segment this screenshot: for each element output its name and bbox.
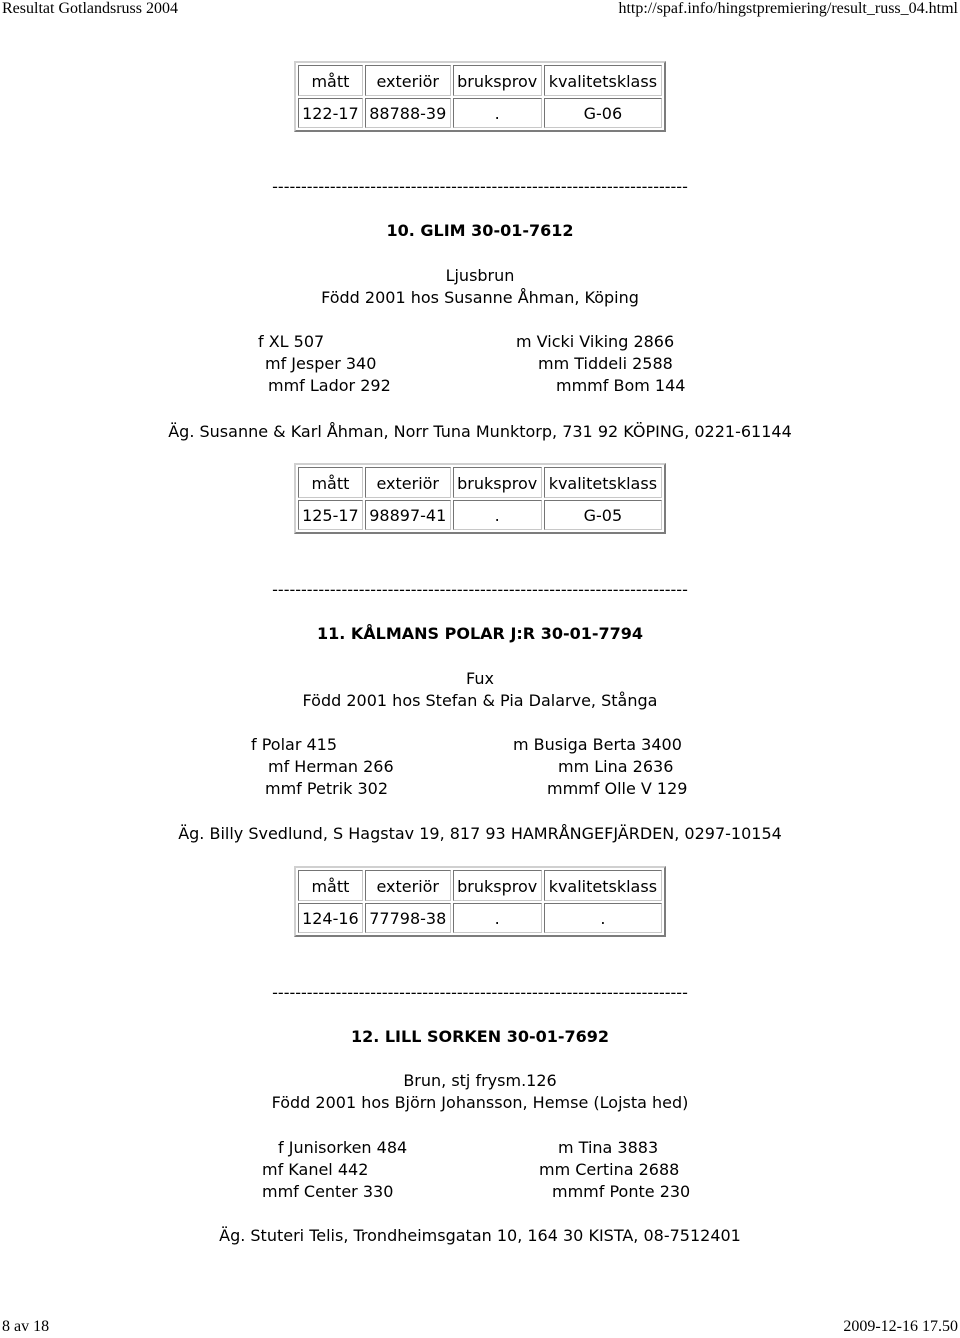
print-footer-page: 8 av 18 [2, 1318, 50, 1335]
table-header-row [298, 65, 662, 96]
entry-owner: Äg. Billy Svedlund, S Hagstav 19, 817 93 HAMRÅNGEFJÄRDEN, 0297-10154 [178, 824, 782, 843]
entry-title: 11. KÅLMANS POLAR J:R 30-01-7794 [316, 624, 644, 643]
pedigree-mm: mm Lina 2636 [558, 757, 674, 776]
cell-bruksprov: . [453, 98, 542, 128]
table-row [298, 903, 662, 933]
pedigree-mmf: mmf Lador 292 [268, 376, 391, 395]
separator-line: ------------------------------------------------------------------------ [272, 983, 688, 1002]
print-header-title: Resultat Gotlandsruss 2004 [2, 0, 178, 17]
cell-exterior: 77798-38 [365, 903, 451, 933]
col-kvalitetsklass: kvalitetsklass [544, 870, 662, 901]
cell-matt: 122-17 [298, 98, 363, 128]
print-header-url: http://spaf.info/hingstpremiering/result_russ_04.html [618, 0, 958, 17]
col-kvalitetsklass: kvalitetsklass [544, 65, 662, 96]
cell-kvalitetsklass: G-05 [544, 500, 662, 530]
pedigree-mmf: mmf Center 330 [262, 1182, 394, 1201]
pedigree-mf: mf Jesper 340 [265, 354, 377, 373]
cell-kvalitetsklass: G-06 [544, 98, 662, 128]
entry-color: Fux [466, 669, 494, 688]
col-matt: mått [298, 467, 363, 498]
pedigree-mm: mm Tiddeli 2588 [538, 354, 673, 373]
pedigree-f: f Polar 415 [251, 735, 338, 754]
col-exterior: exteriör [365, 870, 451, 901]
cell-exterior: 88788-39 [365, 98, 451, 128]
entry-owner: Äg. Susanne & Karl Åhman, Norr Tuna Munktorp, 731 92 KÖPING, 0221-61144 [168, 422, 792, 441]
entry-owner: Äg. Stuteri Telis, Trondheimsgatan 10, 164 30 KISTA, 08-7512401 [219, 1226, 741, 1245]
table-header-row [298, 870, 662, 901]
col-matt: mått [298, 870, 363, 901]
pedigree-mf: mf Kanel 442 [262, 1160, 369, 1179]
cell-matt: 125-17 [298, 500, 363, 530]
pedigree-mmmf: mmmf Ponte 230 [552, 1182, 691, 1201]
col-bruksprov: bruksprov [453, 467, 542, 498]
col-kvalitetsklass: kvalitetsklass [544, 467, 662, 498]
pedigree-m: m Vicki Viking 2866 [516, 332, 675, 351]
table-header-row [298, 467, 662, 498]
pedigree-mmmf: mmmf Bom 144 [556, 376, 686, 395]
entry-color: Brun, stj frysm.126 [403, 1071, 557, 1090]
cell-kvalitetsklass: . [544, 903, 662, 933]
entry-title: 12. LILL SORKEN 30-01-7692 [350, 1027, 610, 1046]
pedigree-mm: mm Certina 2688 [539, 1160, 680, 1179]
col-bruksprov: bruksprov [453, 870, 542, 901]
pedigree-m: m Tina 3883 [558, 1138, 659, 1157]
pedigree-mmf: mmf Petrik 302 [265, 779, 388, 798]
cell-exterior: 98897-41 [365, 500, 451, 530]
cell-bruksprov: . [453, 903, 542, 933]
cell-matt: 124-16 [298, 903, 363, 933]
entry-title: 10. GLIM 30-01-7612 [386, 221, 574, 240]
separator-line: ------------------------------------------------------------------------ [272, 177, 688, 196]
col-bruksprov: bruksprov [453, 65, 542, 96]
entry-born: Född 2001 hos Björn Johansson, Hemse (Lojsta hed) [271, 1093, 689, 1112]
pedigree-mmmf: mmmf Olle V 129 [547, 779, 688, 798]
col-matt: mått [298, 65, 363, 96]
pedigree-f: f Junisorken 484 [278, 1138, 408, 1157]
result-table [294, 866, 666, 937]
print-footer-timestamp: 2009-12-16 17.50 [843, 1318, 958, 1335]
pedigree-m: m Busiga Berta 3400 [513, 735, 682, 754]
result-table-top [294, 61, 666, 132]
table-row [298, 98, 662, 128]
separator-line: ------------------------------------------------------------------------ [272, 580, 688, 599]
cell-bruksprov: . [453, 500, 542, 530]
col-exterior: exteriör [365, 65, 451, 96]
entry-color: Ljusbrun [445, 266, 515, 285]
entry-born: Född 2001 hos Susanne Åhman, Köping [321, 288, 639, 307]
pedigree-mf: mf Herman 266 [268, 757, 394, 776]
pedigree-f: f XL 507 [258, 332, 325, 351]
col-exterior: exteriör [365, 467, 451, 498]
entry-born: Född 2001 hos Stefan & Pia Dalarve, Stånga [302, 691, 658, 710]
table-row [298, 500, 662, 530]
result-table [294, 463, 666, 534]
